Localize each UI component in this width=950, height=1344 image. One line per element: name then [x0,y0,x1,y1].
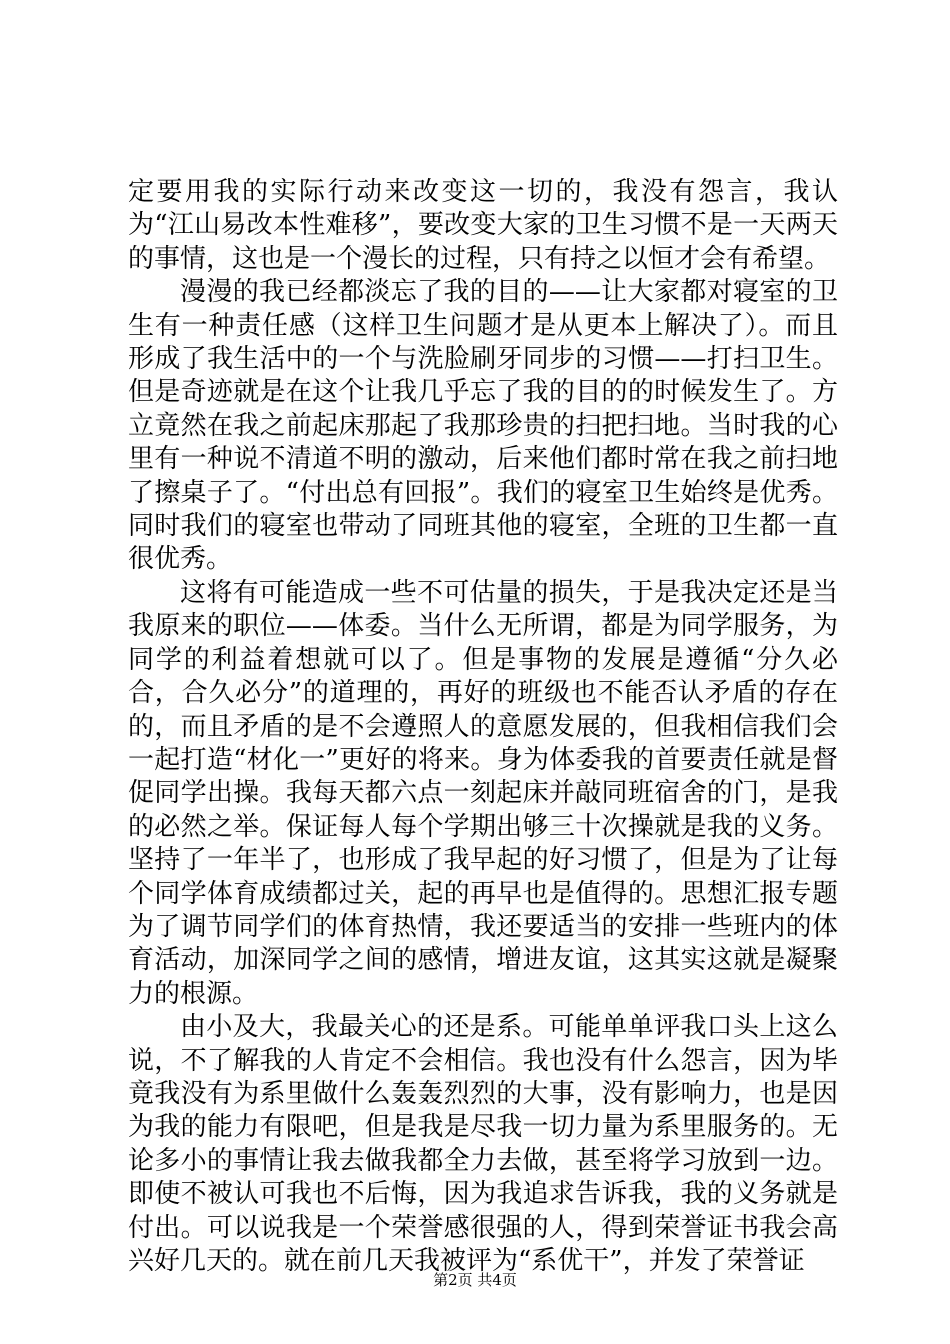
paragraph-2: 漫漫的我已经都淡忘了我的目的——让大家都对寝室的卫生有一种责任感（这样卫生问题才是从更本上解决了）。而且形成了我生活中的一个与洗脸刷牙同步的习惯——打扫卫生。但是奇迹就是在这个让我几乎忘了我的目的的时候发生了。方立竟然在我之前起床那起了我那珍贵的扫把扫地。当时我的心里有一种说不清道不明的激动，后来他们都时常在我之前扫地了擦桌子了。“付出总有回报”。我们的寝室卫生始终是优秀。同时我们的寝室也带动了同班其他的寝室，全班的卫生都一直很优秀。 [128,277,838,575]
page-footer [0,1270,950,1290]
document-body [128,176,838,1278]
paragraph-3: 这将有可能造成一些不可估量的损失，于是我决定还是当我原来的职位——体委。当什么无所谓，都是为同学服务，为同学的利益着想就可以了。但是事物的发展是遵循“分久必合，合久必分”的道理的，再好的班级也不能否认矛盾的存在的，而且矛盾的是不会遵照人的意愿发展的，但我相信我们会一起打造“材化一”更好的将来。身为体委我的首要责任就是督促同学出操。我每天都六点一刻起床并敲同班宿舍的门，是我的必然之举。保证每人每个学期出够三十次操就是我的义务。坚持了一年半了，也形成了我早起的好习惯了，但是为了让每个同学体育成绩都过关，起的再早也是值得的。思想汇报专题为了调节同学们的体育热情，我还要适当的安排一些班内的体育活动，加深同学之间的感情，增进友谊，这其实这就是凝聚力的根源。 [128,577,838,1009]
page-number-label: 第2页 共4页 [433,1271,517,1289]
paragraph-4: 由小及大，我最关心的还是系。可能单单评我口头上这么说，不了解我的人肯定不会相信。我也没有什么怨言，因为毕竟我没有为系里做什么轰轰烈烈的大事，没有影响力，也是因为我的能力有限吧，但是我是尽我一切力量为系里服务的。无论多小的事情让我去做我都全力去做，甚至将学习放到一边。即使不被认可我也不后悔，因为我追求告诉我，我的义务就是付出。可以说我是一个荣誉感很强的人，得到荣誉证书我会高兴好几天的。就在前几天我被评为“系优干”，并发了荣誉证 [128,1012,838,1276]
paragraph-1: 定要用我的实际行动来改变这一切的，我没有怨言，我认为“江山易改本性难移”，要改变大家的卫生习惯不是一天两天的事情，这也是一个漫长的过程，只有持之以恒才会有希望。 [128,177,838,274]
